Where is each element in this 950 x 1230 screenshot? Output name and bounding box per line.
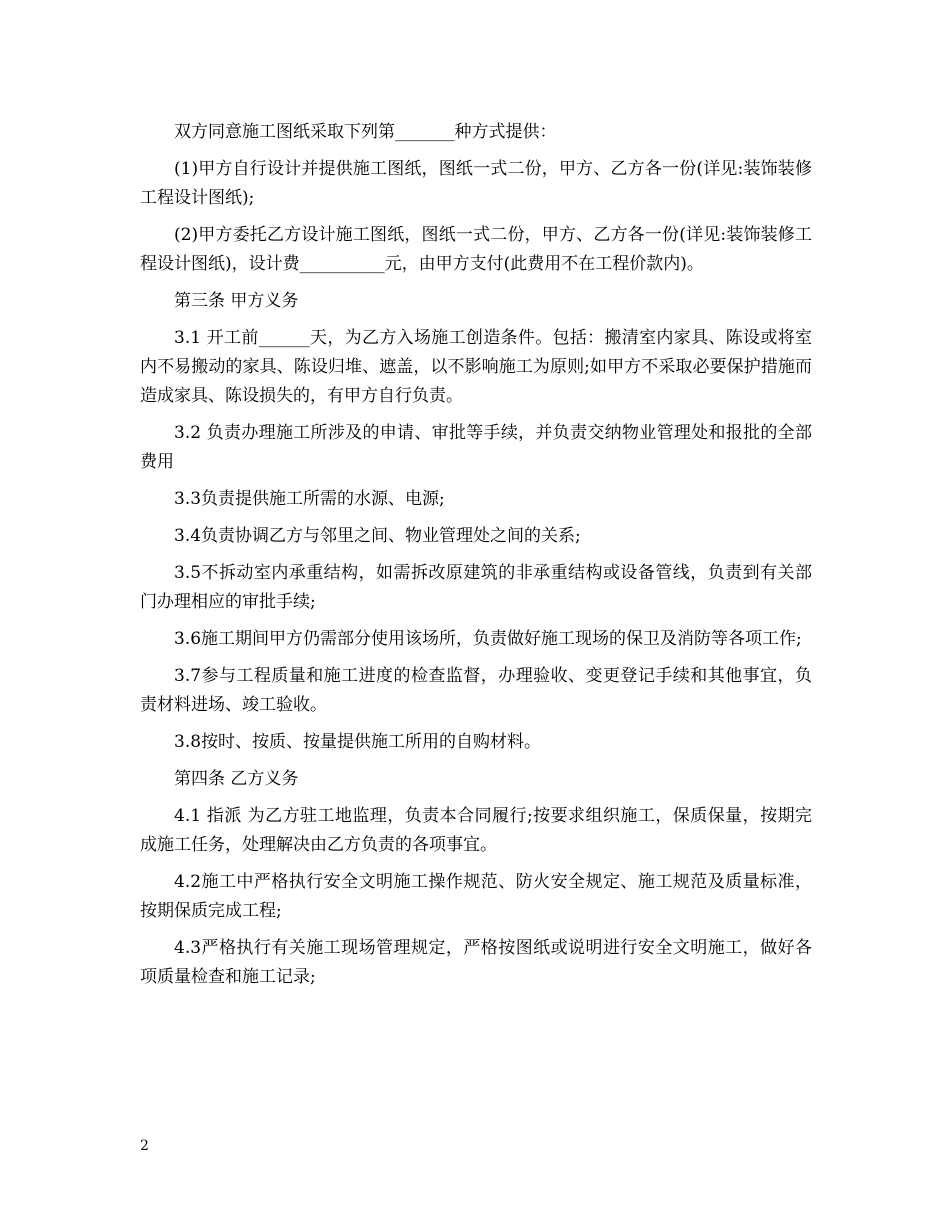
clause-3-7: 3.7参与工程质量和施工进度的检查监督，办理验收、变更登记手续和其他事宜，负责材料进场、竣工验收。 xyxy=(140,666,812,715)
clause-4-1: 4.1 指派 为乙方驻工地监理，负责本合同履行;按要求组织施工，保质保量，按期完成施工任务，处理解决由乙方负责的各项事宜。 xyxy=(140,806,812,855)
clause-3-5: 3.5不拆动室内承重结构，如需拆改原建筑的非承重结构或设备管线，负责到有关部门办理相应的审批手续; xyxy=(140,563,812,612)
clause-3-3: 3.3负责提供施工所需的水源、电源; xyxy=(174,489,445,509)
clause-3-6: 3.6施工期间甲方仍需部分使用该场所，负责做好施工现场的保卫及消防等各项工作; xyxy=(174,629,802,649)
clause-3-4: 3.4负责协调乙方与邻里之间、物业管理处之间的关系; xyxy=(174,526,581,546)
clause-4-2: 4.2施工中严格执行安全文明施工操作规范、防火安全规定、施工规范及质量标准，按期保质完成工程; xyxy=(140,872,812,921)
clause-3-1: 3.1 开工前______天，为乙方入场施工创造条件。包括：搬清室内家具、陈设或将室内不易搬动的家具、陈设归堆、遮盖，以不影响施工为原则;如甲方不采取必要保护措施而造成家具、陈设损失的，有甲方自行负责。 xyxy=(140,328,812,406)
section-heading-article-3: 第三条 甲方义务 xyxy=(174,291,299,311)
page-number: 2 xyxy=(140,1138,149,1154)
clause-4-3: 4.3严格执行有关施工现场管理规定，严格按图纸或说明进行安全文明施工，做好各项质量检查和施工记录; xyxy=(140,938,812,987)
clause-3-2: 3.2 负责办理施工所涉及的申请、审批等手续，并负责交纳物业管理处和报批的全部费用 xyxy=(140,423,812,472)
section-heading-article-4: 第四条 乙方义务 xyxy=(174,769,299,789)
paragraph-option-2: (2)甲方委托乙方设计施工图纸，图纸一式二份，甲方、乙方各一份(详见:装饰装修工程设计图纸)，设计费__________元，由甲方支付(此费用不在工程价款内)。 xyxy=(140,225,812,274)
paragraph-drawing-method: 双方同意施工图纸采取下列第_______种方式提供： xyxy=(174,122,557,142)
paragraph-option-1: (1)甲方自行设计并提供施工图纸，图纸一式二份，甲方、乙方各一份(详见:装饰装修工程设计图纸); xyxy=(140,159,812,208)
clause-3-8: 3.8按时、按质、按量提供施工所用的自购材料。 xyxy=(174,732,542,752)
document-body xyxy=(140,118,812,1000)
